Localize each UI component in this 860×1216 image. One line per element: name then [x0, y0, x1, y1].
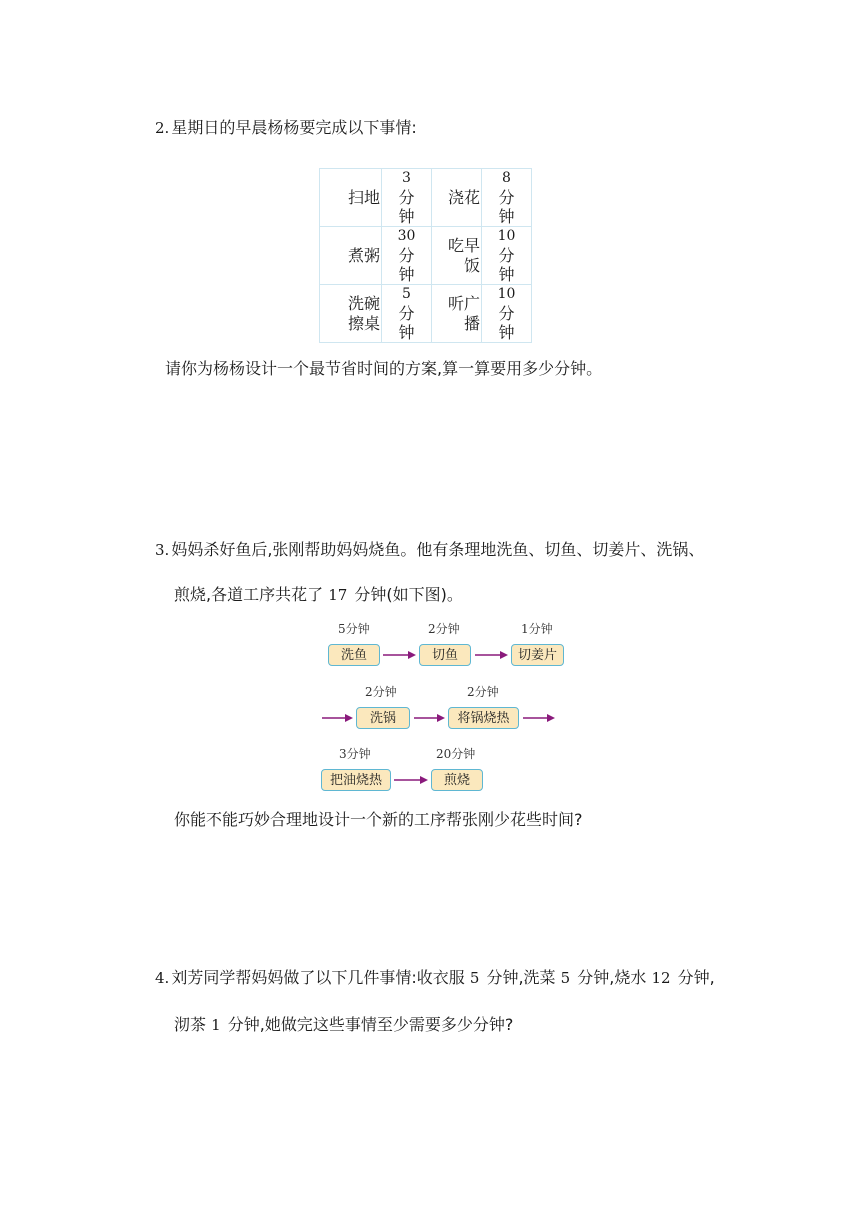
time-label: 3分钟	[339, 747, 371, 761]
task-name: 浇花	[432, 169, 482, 227]
time-label: 2分钟	[428, 622, 460, 636]
question-number: 4.	[155, 969, 170, 987]
arrow-head	[500, 651, 508, 659]
step-box: 把油烧热	[321, 769, 391, 791]
step-box: 洗锅	[356, 707, 410, 729]
question-3-ask: 你能不能巧妙合理地设计一个新的工序帮张刚少花些时间?	[174, 810, 583, 829]
task-time: 30 分 钟	[382, 227, 432, 285]
arrow-head	[420, 776, 428, 784]
time-label: 20分钟	[436, 747, 476, 761]
step-box: 煎烧	[431, 769, 483, 791]
question-4-intro: 4. 刘芳同学帮妈妈做了以下几件事情:收衣服 5 分钟,洗菜 5 分钟,烧水 12 分钟,	[155, 968, 715, 987]
task-name: 扫地	[320, 169, 382, 227]
question-text: 星期日的早晨杨杨要完成以下事情:	[171, 118, 417, 137]
task-time: 10 分 钟	[482, 227, 532, 285]
question-2-ask: 请你为杨杨设计一个最节省时间的方案,算一算要用多少分钟。	[165, 359, 603, 378]
question-number: 3.	[155, 541, 170, 559]
question-number: 2.	[155, 119, 170, 137]
task-time: 3 分 钟	[382, 169, 432, 227]
task-name: 听广 播	[432, 285, 482, 343]
task-name: 洗碗 擦桌	[320, 285, 382, 343]
question-3-line2: 煎烧,各道工序共花了 17 分钟(如下图)。	[174, 585, 463, 604]
time-label: 5分钟	[338, 622, 370, 636]
question-4-line2: 沏茶 1 分钟,她做完这些事情至少需要多少分钟?	[174, 1015, 514, 1034]
task-name: 煮粥	[320, 227, 382, 285]
step-box: 切姜片	[511, 644, 564, 666]
step-box: 洗鱼	[328, 644, 380, 666]
time-label: 1分钟	[521, 622, 553, 636]
arrow-head	[547, 714, 555, 722]
task-name: 吃早 饭	[432, 227, 482, 285]
task-time: 8 分 钟	[482, 169, 532, 227]
arrow-head	[408, 651, 416, 659]
time-label: 2分钟	[467, 685, 499, 699]
arrow-head	[437, 714, 445, 722]
task-time: 10 分 钟	[482, 285, 532, 343]
arrow-head	[345, 714, 353, 722]
step-box: 将锅烧热	[448, 707, 519, 729]
question-text: 妈妈杀好鱼后,张刚帮助妈妈烧鱼。他有条理地洗鱼、切鱼、切姜片、洗锅、	[171, 540, 705, 559]
step-box: 切鱼	[419, 644, 471, 666]
task-time: 5 分 钟	[382, 285, 432, 343]
time-label: 2分钟	[365, 685, 397, 699]
